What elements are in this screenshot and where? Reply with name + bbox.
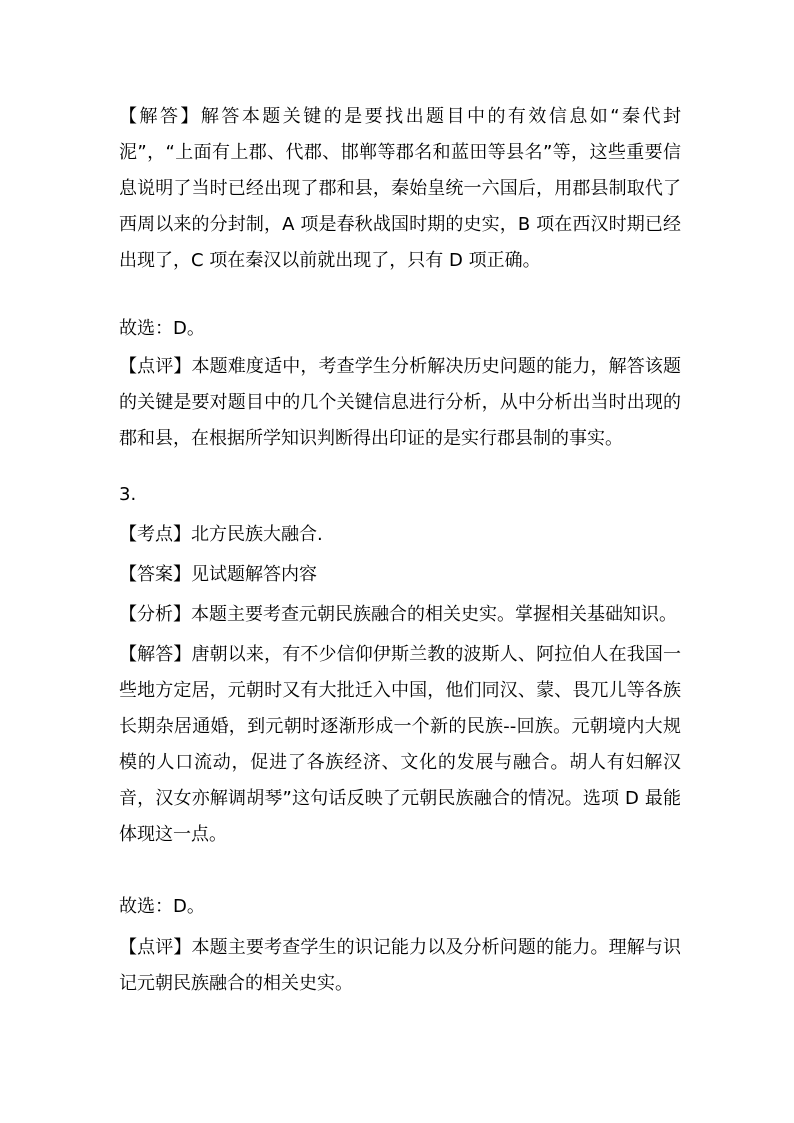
analysis-line: 【分析】本题主要考查元朝民族融合的相关史实。掌握相关基础知识。 xyxy=(119,604,677,625)
comment-paragraph-2: 【点评】本题主要考查学生的识记能力以及分析问题的能力。理解与识记元朝民族融合的相关史实。 xyxy=(119,937,681,994)
choice-line: 故选：D。 xyxy=(119,318,205,339)
answer-paragraph: 【解答】解答本题关键的是要找出题目中的有效信息如“秦代封泥”，“上面有上郡、代郡、邯郸等郡名和蓝田等县名”等，这些重要信息说明了当时已经出现了郡和县，秦始皇统一六国后，用郡县制取代了西周以来的分封制，A 项是春秋战国时期的史实，B 项在西汉时期已经出现了，C 项在秦汉以前就出现了，只有 D 项正确。 xyxy=(119,106,681,271)
knowledge-point-line: 【考点】北方民族大融合. xyxy=(119,524,323,545)
answer-line: 【答案】见试题解答内容 xyxy=(119,564,317,585)
comment-paragraph: 【点评】本题难度适中，考查学生分析解决历史问题的能力，解答该题的关键是要对题目中的几个关键信息进行分析，从中分析出当时出现的郡和县，在根据所学知识判断得出印证的是实行郡县制的事实。 xyxy=(119,356,681,449)
solution-paragraph: 【解答】唐朝以来，有不少信仰伊斯兰教的波斯人、阿拉伯人在我国一些地方定居，元朝时又有大批迁入中国，他们同汉、蒙、畏兀儿等各族长期杂居通婚，到元朝时逐渐形成一个新的民族--回族。元朝境内大规模的人口流动，促进了各族经济、文化的发展与融合。胡人有妇解汉音，汉女亦解调胡琴”这句话反映了元朝民族融合的情况。选项 D 最能体现这一点。 xyxy=(119,644,681,845)
question-number: 3. xyxy=(119,484,137,505)
choice-line-2: 故选：D。 xyxy=(119,896,205,917)
